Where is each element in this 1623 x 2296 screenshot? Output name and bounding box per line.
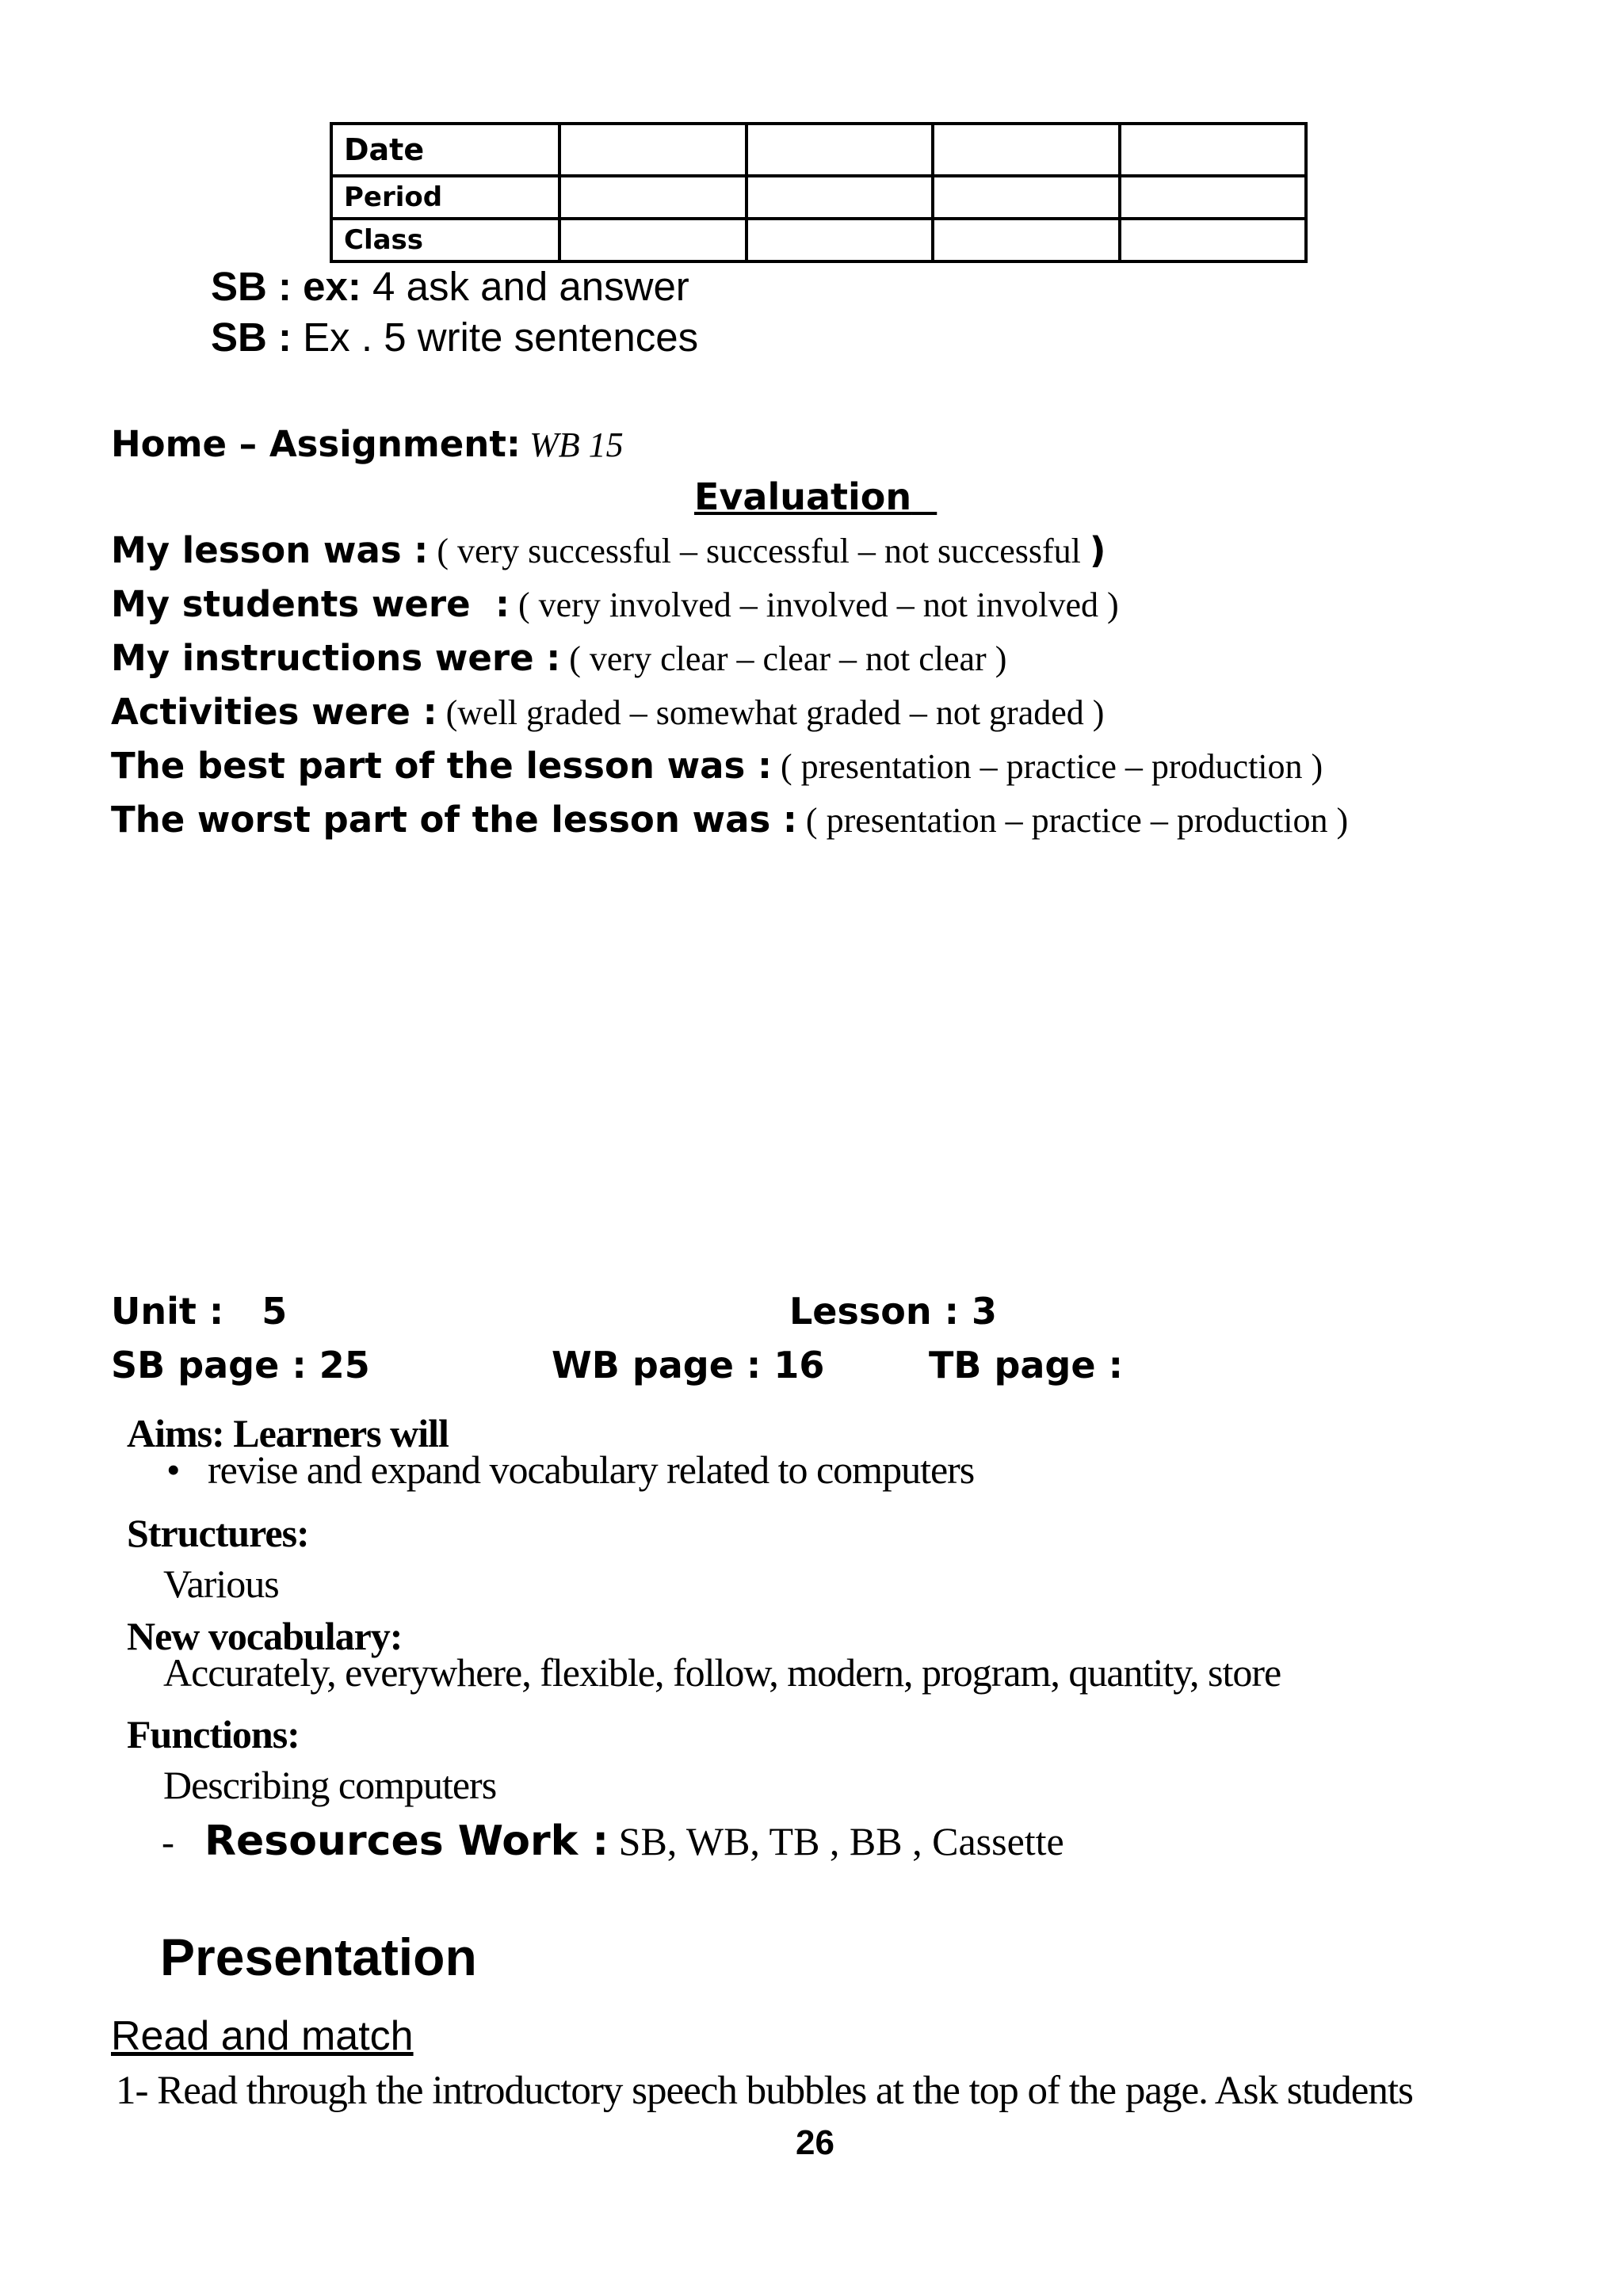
presentation-title: Presentation (160, 1928, 477, 1986)
aims-bullet: • (166, 1447, 180, 1492)
home-assignment-label: Home – Assignment: (111, 423, 521, 465)
structures-title: Structures: (127, 1511, 309, 1555)
period-cell (933, 176, 1120, 219)
sb-exercise-4-text: 4 ask and answer (361, 264, 689, 309)
period-label: Period (331, 176, 559, 219)
sb-exercise-4 (211, 263, 689, 310)
eval-activities-label: Activities were : (111, 691, 437, 733)
resources-dash: - (162, 1821, 174, 1863)
sb-page-label: SB page : 25 (111, 1344, 370, 1386)
page-number: 26 (796, 2123, 834, 2162)
sb-exercise-5 (211, 314, 698, 360)
eval-lesson-close: ) (1089, 529, 1106, 571)
eval-students-value: ( very involved – involved – not involved ) (509, 585, 1119, 624)
class-cell (559, 219, 747, 261)
aims-title: Aims: Learners will (127, 1411, 449, 1455)
eval-best-part-value: ( presentation – practice – production ) (771, 747, 1323, 786)
period-cell (1120, 176, 1307, 219)
eval-worst-part-value: ( presentation – practice – production ) (796, 801, 1349, 840)
presentation-subtitle: Read and match (111, 2013, 414, 2059)
new-vocabulary-value: Accurately, everywhere, flexible, follow, modern, program, quantity, store (163, 1650, 1281, 1695)
presentation-step-1: 1- Read through the introductory speech bubbles at the top of the page. Ask students (116, 2069, 1413, 2113)
date-cell (933, 124, 1120, 176)
eval-best-part (111, 745, 1323, 787)
sb-exercise-5-text: Ex . 5 write sentences (292, 315, 699, 360)
eval-instructions-label: My instructions were : (111, 637, 561, 679)
class-cell (1120, 219, 1307, 261)
class-cell (933, 219, 1120, 261)
date-cell (1120, 124, 1307, 176)
functions-value: Describing computers (163, 1763, 497, 1807)
eval-worst-part (111, 799, 1348, 841)
unit-label: Unit : 5 (111, 1290, 288, 1333)
eval-lesson (111, 529, 1106, 571)
date-label: Date (331, 124, 559, 176)
evaluation-title-text: Evaluation (694, 475, 912, 518)
eval-students (111, 583, 1119, 625)
period-cell (747, 176, 934, 219)
lesson-label: Lesson : 3 (789, 1290, 998, 1333)
resources-label: Resources Work : (204, 1817, 609, 1865)
eval-instructions-value: ( very clear – clear – not clear ) (560, 639, 1007, 678)
evaluation-title (694, 475, 964, 518)
eval-activities-value: (well graded – somewhat graded – not graded ) (437, 693, 1105, 732)
new-vocabulary-title: New vocabulary: (127, 1614, 403, 1658)
eval-students-label: My students were : (111, 583, 510, 625)
date-cell (747, 124, 934, 176)
wb-page-label: WB page : 16 (552, 1344, 825, 1386)
tb-page-label: TB page : (929, 1344, 1123, 1386)
class-cell (747, 219, 934, 261)
home-assignment-value: WB 15 (529, 425, 624, 464)
class-label: Class (331, 219, 559, 261)
eval-activities (111, 691, 1104, 733)
sb-exercise-4-prefix: SB : ex: (211, 264, 361, 309)
eval-best-part-label: The best part of the lesson was : (111, 745, 772, 787)
period-cell (559, 176, 747, 219)
eval-worst-part-label: The worst part of the lesson was : (111, 799, 797, 841)
resources-line (162, 1817, 1064, 1865)
structures-value: Various (163, 1562, 279, 1606)
functions-title: Functions: (127, 1712, 300, 1756)
resources-value: SB, WB, TB , BB , Cassette (609, 1819, 1064, 1863)
home-assignment (111, 423, 624, 465)
sb-exercise-5-prefix: SB : (211, 315, 292, 360)
eval-instructions (111, 637, 1006, 679)
aims-item: revise and expand vocabulary related to computers (208, 1447, 975, 1492)
eval-lesson-value: ( very successful – successful – not successful (428, 532, 1090, 570)
date-period-class-table (330, 122, 1308, 263)
eval-lesson-label: My lesson was : (111, 529, 429, 571)
date-cell (559, 124, 747, 176)
